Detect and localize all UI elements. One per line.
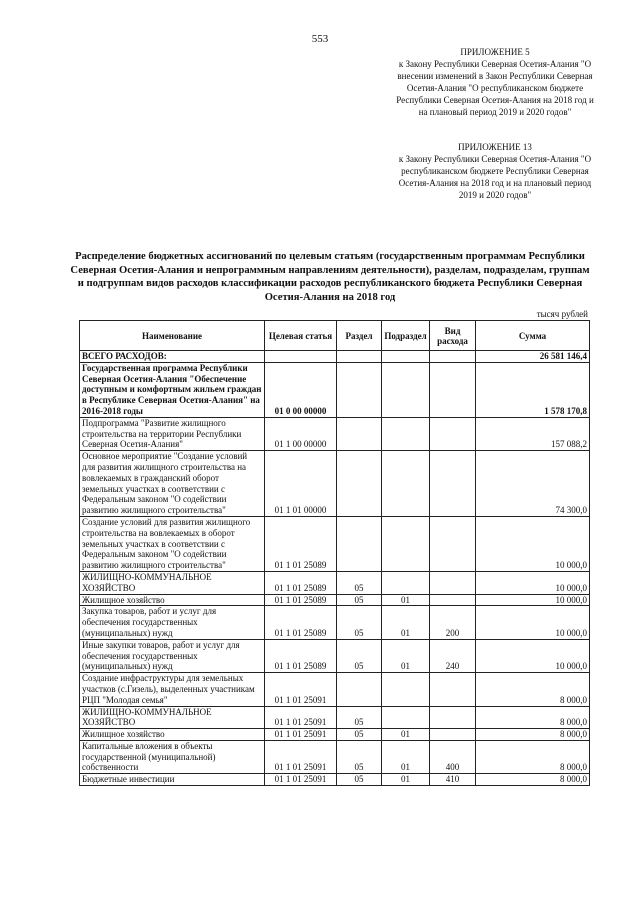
table-row	[80, 594, 590, 606]
cell-code	[265, 351, 337, 363]
table-row	[80, 516, 590, 571]
cell-section: 05	[337, 740, 382, 773]
cell-expense-type	[430, 351, 476, 363]
header-expense-type: Вид расхода	[430, 321, 476, 351]
cell-expense-type	[430, 673, 476, 706]
cell-subsection	[382, 516, 430, 571]
table-row	[80, 451, 590, 517]
table-row	[80, 673, 590, 706]
cell-subsection	[382, 571, 430, 594]
cell-name: Государственная программа Республики Северная Осетия-Алания "Обеспечение доступным и комфортным жильем граждан в Республике Северная Осетия-Алания" на 2016-2018 годы	[80, 362, 265, 417]
unit-label: тысяч рублей	[536, 309, 588, 319]
table-row	[80, 639, 590, 672]
cell-expense-type	[430, 706, 476, 729]
appendix-13-block	[392, 141, 598, 201]
cell-code: 01 0 00 00000	[265, 362, 337, 417]
cell-expense-type: 410	[430, 774, 476, 786]
table-row	[80, 729, 590, 741]
cell-name: Жилищное хозяйство	[80, 594, 265, 606]
cell-code: 01 1 01 25089	[265, 516, 337, 571]
cell-expense-type	[430, 417, 476, 450]
cell-code: 01 1 00 00000	[265, 417, 337, 450]
header-code: Целевая статья	[265, 321, 337, 351]
cell-amount: 10 000,0	[476, 594, 590, 606]
cell-section	[337, 451, 382, 517]
cell-name: Основное мероприятие "Создание условий для развития жилищного строительства на вовлекаемых в гражданский оборот земельных участках в соответствии с Федеральным законом "О содействии развитию жилищного строительства"	[80, 451, 265, 517]
cell-expense-type: 200	[430, 606, 476, 639]
cell-name: Создание условий для развития жилищного строительства на вовлекаемых в оборот земельных участках в соответствии с Федеральным законом "О содействии развитию жилищного строительства"	[80, 516, 265, 571]
cell-name: Капитальные вложения в объекты государственной (муниципальной) собственности	[80, 740, 265, 773]
cell-expense-type	[430, 516, 476, 571]
cell-section	[337, 351, 382, 363]
cell-amount: 10 000,0	[476, 639, 590, 672]
cell-subsection	[382, 362, 430, 417]
header-subsection: Подраздел	[382, 321, 430, 351]
cell-amount: 74 300,0	[476, 451, 590, 517]
cell-name: Создание инфраструктуры для земельных участков (с.Гизель), выделенных участникам РЦП "Молодая семья"	[80, 673, 265, 706]
cell-section	[337, 516, 382, 571]
cell-amount: 8 000,0	[476, 706, 590, 729]
cell-name: Иные закупки товаров, работ и услуг для обеспечения государственных (муниципальных) нужд	[80, 639, 265, 672]
cell-name: Закупка товаров, работ и услуг для обеспечения государственных (муниципальных) нужд	[80, 606, 265, 639]
table-row	[80, 606, 590, 639]
cell-expense-type	[430, 594, 476, 606]
cell-subsection: 01	[382, 729, 430, 741]
header-amount: Сумма	[476, 321, 590, 351]
cell-expense-type	[430, 729, 476, 741]
cell-subsection	[382, 451, 430, 517]
cell-expense-type: 240	[430, 639, 476, 672]
table-header-row	[80, 321, 590, 351]
cell-name: ВСЕГО РАСХОДОВ:	[80, 351, 265, 363]
cell-amount: 8 000,0	[476, 673, 590, 706]
cell-amount: 8 000,0	[476, 740, 590, 773]
table-row	[80, 571, 590, 594]
cell-code: 01 1 01 25089	[265, 571, 337, 594]
cell-expense-type	[430, 571, 476, 594]
appendix-13-text: к Закону Республики Северная Осетия-Алания "О республиканском бюджете Республики Северная Осетия-Алания на 2018 год и на плановый период 2019 и 2020 годов"	[398, 154, 592, 200]
cell-code: 01 1 01 25089	[265, 639, 337, 672]
cell-expense-type: 400	[430, 740, 476, 773]
cell-amount: 10 000,0	[476, 606, 590, 639]
cell-amount: 8 000,0	[476, 729, 590, 741]
cell-subsection	[382, 417, 430, 450]
table-row	[80, 774, 590, 786]
table-row	[80, 362, 590, 417]
page-number: 553	[311, 33, 329, 45]
cell-subsection: 01	[382, 639, 430, 672]
table-row	[80, 417, 590, 450]
cell-code: 01 1 01 25091	[265, 729, 337, 741]
cell-section	[337, 417, 382, 450]
cell-expense-type	[430, 362, 476, 417]
cell-amount: 26 581 146,4	[476, 351, 590, 363]
cell-code: 01 1 01 25091	[265, 706, 337, 729]
cell-code: 01 1 01 25091	[265, 673, 337, 706]
header-section: Раздел	[337, 321, 382, 351]
cell-amount: 10 000,0	[476, 571, 590, 594]
cell-name: ЖИЛИЩНО-КОММУНАЛЬНОЕ ХОЗЯЙСТВО	[80, 571, 265, 594]
table-row	[80, 351, 590, 363]
cell-subsection: 01	[382, 774, 430, 786]
appendix-13-title: ПРИЛОЖЕНИЕ 13	[458, 142, 532, 152]
appendix-5-block	[392, 46, 598, 118]
cell-amount: 1 578 170,8	[476, 362, 590, 417]
cell-amount: 8 000,0	[476, 774, 590, 786]
cell-section: 05	[337, 774, 382, 786]
budget-table	[79, 320, 590, 786]
appendix-5-text: к Закону Республики Северная Осетия-Алания "О внесении изменений в Закон Республики Северная Осетия-Алания "О республиканском бюджете Республики Северная Осетия-Алания на 2018 год и на плановый период 2019 и 2020 годов"	[396, 59, 594, 117]
cell-amount: 10 000,0	[476, 516, 590, 571]
cell-subsection	[382, 351, 430, 363]
cell-section: 05	[337, 706, 382, 729]
cell-code: 01 1 01 00000	[265, 451, 337, 517]
cell-expense-type	[430, 451, 476, 517]
cell-section	[337, 673, 382, 706]
cell-name: ЖИЛИЩНО-КОММУНАЛЬНОЕ ХОЗЯЙСТВО	[80, 706, 265, 729]
cell-code: 01 1 01 25091	[265, 774, 337, 786]
cell-code: 01 1 01 25091	[265, 740, 337, 773]
cell-code: 01 1 01 25089	[265, 594, 337, 606]
header-name: Наименование	[80, 321, 265, 351]
cell-section: 05	[337, 729, 382, 741]
cell-name: Подпрограмма "Развитие жилищного строительства на территории Республики Северная Осетия-Алания"	[80, 417, 265, 450]
cell-name: Жилищное хозяйство	[80, 729, 265, 741]
cell-subsection: 01	[382, 606, 430, 639]
cell-amount: 157 088,2	[476, 417, 590, 450]
appendix-5-title: ПРИЛОЖЕНИЕ 5	[460, 47, 530, 57]
table-row	[80, 740, 590, 773]
cell-section: 05	[337, 606, 382, 639]
cell-name: Бюджетные инвестиции	[80, 774, 265, 786]
cell-section	[337, 362, 382, 417]
table-row	[80, 706, 590, 729]
document-title: Распределение бюджетных ассигнований по целевым статьям (государственным программам Республики Северная Осетия-Алания и непрограммным направлениям деятельности), разделам, подразделам, группам и подгруппам видов расходов классификации расходов республиканского бюджета Республики Северная Осетия-Алания на 2018 год	[70, 251, 590, 303]
cell-section: 05	[337, 639, 382, 672]
cell-section: 05	[337, 594, 382, 606]
cell-subsection: 01	[382, 740, 430, 773]
cell-code: 01 1 01 25089	[265, 606, 337, 639]
cell-subsection: 01	[382, 594, 430, 606]
cell-subsection	[382, 706, 430, 729]
cell-section: 05	[337, 571, 382, 594]
cell-subsection	[382, 673, 430, 706]
